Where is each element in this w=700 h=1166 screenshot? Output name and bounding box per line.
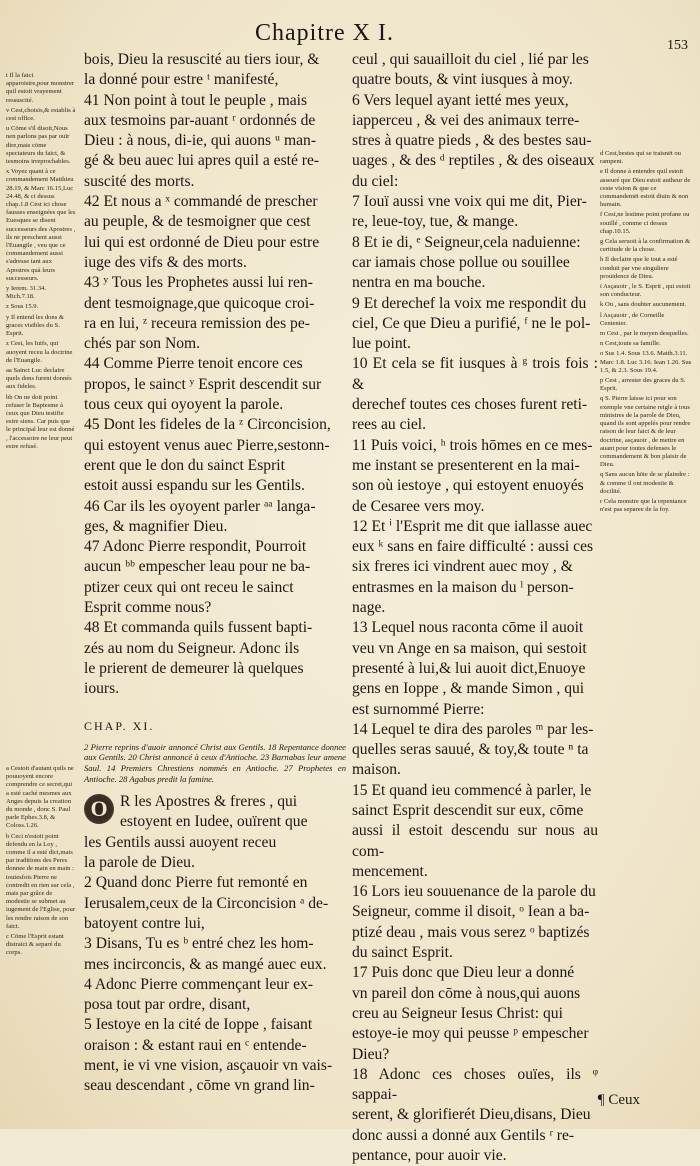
- text-line: quatre bouts, & vint iusques à moy.: [352, 71, 573, 89]
- text-line: 7 Iouï aussi vne voix qui me dit, Pier-: [352, 193, 587, 211]
- text-line: presenté à lui,& lui auoit dict,Enuoye: [352, 659, 586, 677]
- text-line: nentra en ma bouche.: [352, 274, 486, 292]
- margin-note: v Cest,choisis,& establis à cest office.: [6, 106, 76, 123]
- text-line: estoit aussi espandu sur les Gentils.: [84, 477, 305, 495]
- text-line: serent, & glorifierét Dieu,disans, Dieu: [352, 1106, 591, 1124]
- margin-note: f Cest,ne lestime point profane ou souillé , comme ci dessus chap.10.15.: [600, 211, 690, 235]
- text-line: uages , & des ᵈ reptiles , & des oiseaux: [352, 152, 595, 170]
- text-line: stres à quatre pieds , & des bestes sau-: [352, 132, 592, 150]
- text-line: entrasmes en la maison du ˡ person-: [352, 578, 574, 596]
- text-line: suscité des morts.: [84, 172, 195, 190]
- page-number: 153: [667, 38, 688, 53]
- margin-note: z Sous 15.9.: [6, 303, 39, 311]
- text-line: iuge des vifs & des morts.: [84, 253, 247, 271]
- margin-note: m Cest , par le moyen desquelles.: [600, 330, 689, 338]
- text-line: vn pareil don cōme à nous,qui auons: [352, 984, 581, 1002]
- text-line: les Gentils aussi auoyent receu: [84, 833, 277, 851]
- margin-note: q S. Pierre laisse ici pour son exemple vne certaine reigle à tous ministres de la parole de Dieu, quand ils sont appelés pour rendre raison de leur faict & de leur doctrine, asçauoir , de mettre en auant pour toutes defenses le commandement & bon plaisir de Dieu.: [600, 395, 691, 469]
- text-line: de Cesaree vers moy.: [352, 497, 485, 515]
- text-line: 43 ʸ Tous les Prophetes aussi lui ren-: [84, 274, 313, 292]
- text-line: me instant se presenterent en la mai-: [352, 456, 580, 474]
- text-line: batoyent contre lui,: [84, 914, 205, 932]
- text-line: creu au Seigneur Iesus Christ: qui: [352, 1004, 563, 1022]
- margin-note: n Cest,toute sa famille.: [600, 340, 661, 348]
- text-line: 46 Car ils les oyoyent parler ᵃᵃ langa-: [84, 497, 316, 515]
- margin-note: bb On ne doit point refuser le Baptesme à ceux que Dieu testifie estre siens. Car puis que le principal leur est donné , l'accessoire ne leur peut estre refusé.: [6, 393, 75, 450]
- text-line: iapperceu , & vei des animaux terre-: [352, 111, 580, 129]
- text-line: mes incirconcis, & as mangé auec eux.: [84, 955, 327, 973]
- text-line: 16 Lors ieu souuenance de la parole du: [352, 883, 596, 901]
- text-line: 12 Et ⁱ l'Esprit me dit que iallasse auec: [352, 517, 593, 535]
- text-line: 42 Et nous a ˣ commandé de prescher: [84, 193, 318, 211]
- text-line: tous ceux qui oyoyent la parole.: [84, 396, 284, 414]
- chapter-summary: 2 Pierre reprins d'auoir annoncé Christ aux Gentils. 18 Repentance donnee aux Gentils. 20 Christ annoncé à ceux d'Antioche. 23 Barnabas leur amene Saul. 14 Premiers Chrestiens nommés en Antioche. 27 Prophetes en Antioche. 28 Agabus predit la famine.: [84, 741, 346, 784]
- left-margin-notes: [6, 72, 76, 453]
- text-line: gé & beu auec lui apres quil a esté re-: [84, 152, 320, 170]
- text-line: 2 Quand donc Pierre fut remonté en: [84, 874, 308, 892]
- text-line: ra en lui, ᶻ receura remission des pe-: [84, 314, 310, 332]
- text-line: Esprit comme nous?: [84, 599, 212, 617]
- text-line: estoye-ie moy qui peusse ᵖ empescher: [352, 1025, 589, 1043]
- text-line: du ciel:: [352, 172, 399, 190]
- text-line: aux tesmoins par-auant ʳ ordonnés de: [84, 111, 316, 129]
- text-line: seau descendant , cōme vn grand lin-: [84, 1077, 315, 1095]
- margin-note: e Il donne à entendre quil estoit asseuré que Dieu estoit autheur de ceste vision & que ce commandemēt estoit diuin & non humain.: [600, 168, 691, 209]
- text-line: re, leue-toy, tue, & mange.: [352, 213, 519, 231]
- text-line: ptizer ceux qui ont receu le sainct: [84, 578, 294, 596]
- text-line: nage.: [352, 599, 386, 617]
- text-line: 47 Adonc Pierre respondit, Pourroit: [84, 538, 307, 556]
- margin-note: aa Sainct Luc declaire quels dons furent donnés aux fideles.: [6, 366, 72, 391]
- text-line: Seigneur, comme il disoit, ᵒ Iean a ba-: [352, 903, 590, 921]
- text-line: 45 Dont les fideles de la ᶻ Circoncision,: [84, 416, 331, 434]
- margin-note: y Il entend les dons & graces visibles du S. Esprit.: [6, 313, 65, 338]
- text-line: bois, Dieu la resuscité au tiers iour, &: [84, 51, 320, 68]
- margin-note: g Cela seruoit à la confirmation & certitude de la chose.: [600, 238, 691, 254]
- text-line: ptizé deau , mais vous serez ᵒ baptizés: [352, 923, 590, 941]
- margin-note: k Ou , sans doubter aucunement.: [600, 301, 687, 309]
- text-line: qui estoyent venus auec Pierre,sestonn-: [84, 436, 330, 454]
- text-line: la parole de Dieu.: [84, 854, 195, 872]
- right-margin-notes: [600, 150, 692, 516]
- text-line: pentance, pour auoir vie.: [352, 1147, 507, 1165]
- margin-note: x Voyez quant à ce commandement Matthieu 28.19, & Marc 16.15,Luc 24.48, & ci dessus chap.1.8 Cest ici chose fausses enseignées que les Euesques se disent successeurs des Apostres , ils ne preschent aussi l'Euangile , veu que ce commandement aussi s'adresse tant aux Apostres quà leurs successeurs.: [6, 168, 76, 282]
- text-line: ciel, Ce que Dieu a purifié, ᶠ ne le pol-: [352, 314, 591, 332]
- text-line: propos, le sainct ʸ Esprit descendit sur: [84, 375, 322, 393]
- text-line: Ierusalem,ceux de la Circoncision ᵃ de-: [84, 894, 329, 912]
- text-line: gens en Ioppe , & mande Simon , qui: [352, 680, 585, 698]
- margin-note: p Cest , arrester des graces du S. Esprit.: [600, 377, 686, 393]
- text-line: 4 Adonc Pierre commençant leur ex-: [84, 975, 314, 993]
- margin-note: u Cōme s'il disoit,Nous nen parlons pas par ouïr dire,mais cōme spectateurs du faict, & tesmoins irreprochables.: [6, 125, 71, 166]
- text-line: maison.: [352, 761, 401, 779]
- margin-note: d Cest,bestes qui se traisnēt ou rampent.: [600, 150, 681, 166]
- page-title: Chapitre X I.: [255, 20, 394, 46]
- text-line: veu vn Ange en sa maison, qui sestoit: [352, 639, 587, 657]
- margin-note: y Ierem. 31.34. Mich.7.18.: [6, 285, 47, 301]
- text-line: lue point.: [352, 335, 411, 353]
- text-line: aucun ᵇᵇ empescher leau pour ne ba-: [84, 558, 311, 576]
- right-column: [352, 50, 598, 1166]
- text-line: 11 Puis voici, ʰ trois hōmes en ce mes-: [352, 436, 593, 454]
- chapter-heading: CHAP. XI.: [84, 718, 155, 733]
- text-line: Dieu : à nous, di-ie, qui auons ᵘ man-: [84, 132, 317, 150]
- text-line: zés au nom du Seigneur. Adonc ils: [84, 639, 300, 657]
- text-line: oraison : & estant raui en ᶜ entende-: [84, 1036, 307, 1054]
- text-line: aussi il estoit descendu sur nous au com-: [352, 822, 598, 860]
- margin-note: r Cela monstre que la repentance n'est pas separee de la foy.: [600, 497, 687, 514]
- text-line: derechef toutes ces choses furent reti-: [352, 396, 588, 414]
- text-line: ges, & magnifier Dieu.: [84, 517, 228, 535]
- text-line: lui qui est ordonné de Dieu pour estre: [84, 233, 320, 251]
- text-line: rees au ciel.: [352, 416, 427, 434]
- text-line: ment, ie vi vne vision, asçauoir vn vais-: [84, 1057, 333, 1075]
- text-line: eux ᵏ sans en faire difficulté : aussi ces: [352, 538, 594, 556]
- text-line: 9 Et derechef la voix me respondit du: [352, 294, 587, 312]
- text-line: son où iestoye , qui estoyent enuoyés: [352, 477, 584, 495]
- margin-note: o Sus 1.4. Sous 13.6. Matth.3.11. Marc 1.8. Luc 3.16. Iean 1.26. Sus 1.5, & 2.3. Sous 19.4.: [600, 350, 692, 374]
- text-line: six freres ici vindrent auec moy , &: [352, 558, 573, 576]
- text-line: estoyent en Iudee, ouïrent que: [120, 813, 308, 831]
- text-line: 14 Lequel te dira des paroles ᵐ par les-: [352, 720, 594, 738]
- text-line: 8 Et ie di, ᵉ Seigneur,cela naduienne:: [352, 233, 581, 251]
- dropcap-ornament: O: [84, 794, 114, 824]
- text-line: donc aussi a donné aux Gentils ʳ re-: [352, 1126, 575, 1144]
- text-line: la donné pour estre ᵗ manifesté,: [84, 71, 279, 89]
- text-line: 6 Vers lequel ayant ietté mes yeux,: [352, 91, 569, 109]
- margin-note: c Cōme l'Esprit estant distraict & separé du corps.: [6, 933, 64, 957]
- margin-note: t Il la faict apparoistre,pour monstrer quil estoit vrayement ressuscité.: [6, 72, 75, 104]
- text-line: 3 Disans, Tu es ᵇ entré chez les hom-: [84, 935, 314, 953]
- text-line: 18 Adonc ces choses ouïes, ils ᵠ sappai-: [352, 1065, 598, 1104]
- text-line: 48 Et commanda quils fussent bapti-: [84, 619, 313, 637]
- middle-column: [84, 50, 346, 1097]
- text-line: ceul , qui sauailloit du ciel , lié par les: [352, 51, 589, 68]
- text-line: erent que le don du sainct Esprit: [84, 456, 285, 474]
- text-line: car iamais chose pollue ou souillee: [352, 253, 570, 271]
- text-line: quelles seras sauué, & toy,& toute ⁿ ta: [352, 741, 589, 759]
- margin-note: z Cest, les Iuifs, qui auoyent receu la doctrine de l'Euangile.: [6, 340, 73, 364]
- margin-note: a Cestoit d'autant quils ne pouuoyent encore comprendre ce secret,qui a esté caché mesmes aux Anges depuis la creation du monde , donc S. Paul parle Ephes.3.8, & Coloss.1.26.: [6, 765, 74, 830]
- text-line: dent tesmoignage,que quicoque croi-: [84, 294, 315, 312]
- text-line: 10 Et cela se fit iusques à ᵍ trois fois : &: [352, 355, 598, 393]
- margin-note: b Ceci n'estoit point defendu en la Loy , comme il a esté dict,mais par traditions des Peres donnee de main en main : toutesfois Pierre ne contredit en rien sur cela , mais par grâce de modestie se submet au iugement de l'Eglise, pour les rendre raison de son faict.: [6, 832, 75, 930]
- text-line: du sainct Esprit.: [352, 944, 453, 962]
- text-line: sainct Esprit descendit sur eux, cōme: [352, 801, 584, 819]
- text-line: au peuple, & de tesmoigner que cest: [84, 213, 311, 231]
- catchword: ¶ Ceux: [597, 1092, 640, 1108]
- text-line: le prierent de demeurer là quelques: [84, 659, 304, 677]
- margin-note: i Asçauoir , le S. Esprit , qui estoit son conducteur.: [600, 283, 691, 299]
- left-margin-notes-lower: [6, 765, 76, 960]
- text-line: 5 Iestoye en la cité de Ioppe , faisant: [84, 1016, 313, 1034]
- margin-note: l Asçauoir , de Corneille Centenier.: [600, 311, 665, 327]
- text-line: R les Apostres & freres , qui: [120, 793, 298, 811]
- text-line: Dieu?: [352, 1045, 390, 1063]
- text-line: chés par son Nom.: [84, 335, 201, 353]
- margin-note: h Il declaire que le tout a esté conduit par vne singuliere prouidence de Dieu.: [600, 256, 678, 280]
- text-line: 44 Comme Pierre tenoit encore ces: [84, 355, 303, 373]
- text-line: 41 Non point à tout le peuple , mais: [84, 91, 308, 109]
- text-line: posa tout par ordre, disant,: [84, 996, 251, 1014]
- text-line: iours.: [84, 680, 120, 698]
- text-line: mencement.: [352, 862, 428, 880]
- text-line: 17 Puis donc que Dieu leur a donné: [352, 964, 575, 982]
- margin-note: q Sans aucun hōte de se plaindre : & comme il ont modestie & docilité.: [600, 471, 690, 495]
- text-line: 13 Lequel nous raconta cōme il auoit: [352, 619, 584, 637]
- text-line: 15 Et quand ieu commencé à parler, le: [352, 781, 592, 799]
- text-line: est surnommé Pierre:: [352, 700, 485, 718]
